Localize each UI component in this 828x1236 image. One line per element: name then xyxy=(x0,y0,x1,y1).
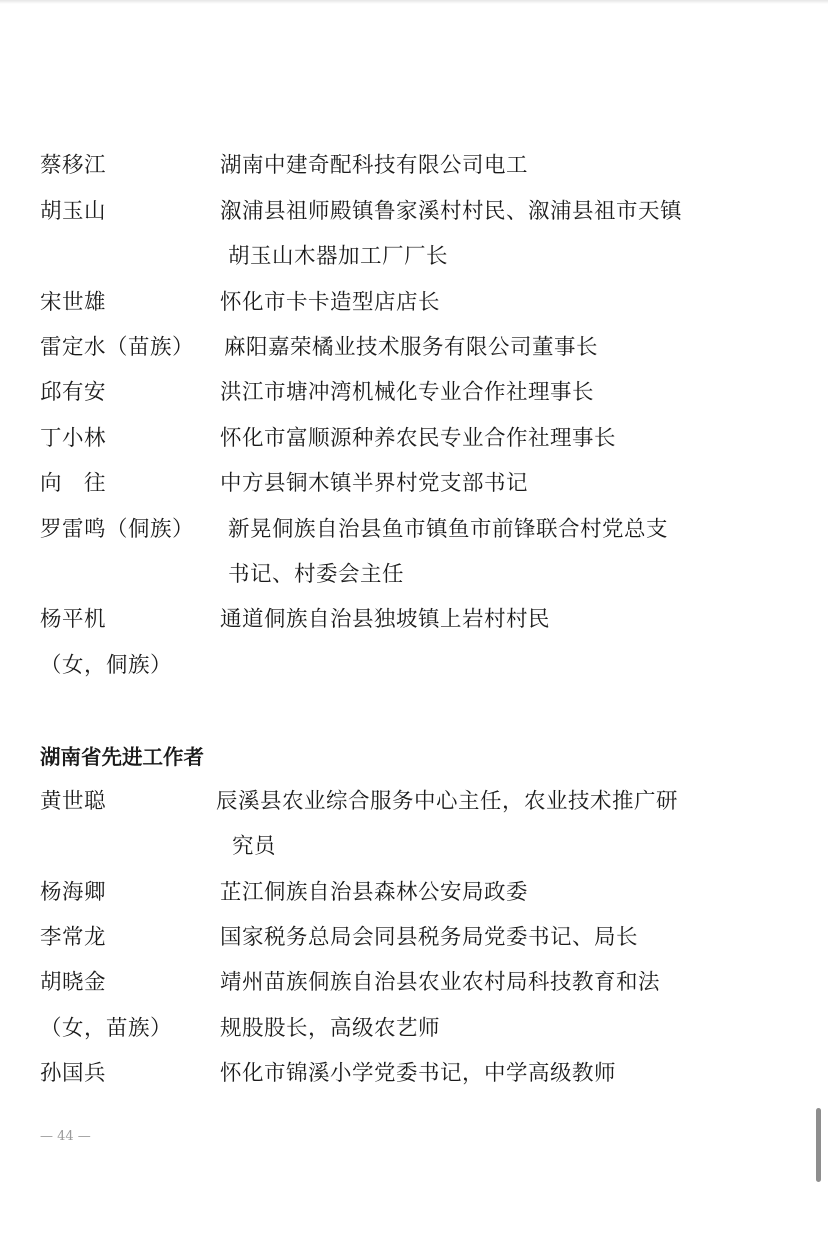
page-number: — 44 — xyxy=(40,1129,91,1144)
entry-name: 丁小林 xyxy=(40,426,107,451)
entry-title-continued: 究员 xyxy=(232,834,277,859)
entry-title: 怀化市锦溪小学党委书记，中学高级教师 xyxy=(220,1061,617,1086)
entry-name-continued: （女，苗族） xyxy=(40,1016,173,1041)
entry-title: 芷江侗族自治县森林公安局政委 xyxy=(220,880,529,905)
entry-name: 宋世雄 xyxy=(40,290,107,315)
entry-title: 国家税务总局会同县税务局党委书记、局长 xyxy=(220,925,639,950)
entry-title-continued: 胡玉山木器加工厂厂长 xyxy=(228,244,449,269)
entry-name: 罗雷鸣（侗族） xyxy=(40,517,195,542)
entry-title: 洪江市塘冲湾机械化专业合作社理事长 xyxy=(220,380,595,405)
entry-name: 雷定水（苗族） xyxy=(40,335,195,360)
entry-name-continued: （女，侗族） xyxy=(40,653,173,678)
entry-name: 胡玉山 xyxy=(40,199,107,224)
entry-name: 胡晓金 xyxy=(40,970,107,995)
entry-title: 怀化市富顺源种养农民专业合作社理事长 xyxy=(220,426,617,451)
entry-name: 邱有安 xyxy=(40,380,107,405)
entry-title: 新晃侗族自治县鱼市镇鱼市前锋联合村党总支 xyxy=(228,517,669,542)
scrollbar[interactable] xyxy=(816,1108,821,1182)
entry-title-continued: 规股股长，高级农艺师 xyxy=(220,1016,441,1041)
entry-title-continued: 书记、村委会主任 xyxy=(228,562,405,587)
entry-title: 溆浦县祖师殿镇鲁家溪村村民、溆浦县祖市天镇 xyxy=(220,199,683,224)
entry-name: 向 往 xyxy=(40,471,107,496)
entry-title: 湖南中建奇配科技有限公司电工 xyxy=(220,153,529,178)
entry-name: 杨平机 xyxy=(40,607,107,632)
section-heading: 湖南省先进工作者 xyxy=(40,745,204,769)
entry-title: 麻阳嘉荣橘业技术服务有限公司董事长 xyxy=(224,335,599,360)
entry-title: 靖州苗族侗族自治县农业农村局科技教育和法 xyxy=(220,970,661,995)
entry-name: 黄世聪 xyxy=(40,789,107,814)
entry-title: 通道侗族自治县独坡镇上岩村村民 xyxy=(220,607,551,632)
entry-title: 中方县铜木镇半界村党支部书记 xyxy=(220,471,529,496)
entry-name: 孙国兵 xyxy=(40,1061,107,1086)
entry-name: 李常龙 xyxy=(40,925,107,950)
entry-name: 蔡移江 xyxy=(40,153,107,178)
entry-name: 杨海卿 xyxy=(40,880,107,905)
entry-title: 怀化市卡卡造型店店长 xyxy=(220,290,441,315)
entry-title: 辰溪县农业综合服务中心主任，农业技术推广研 xyxy=(216,789,679,814)
